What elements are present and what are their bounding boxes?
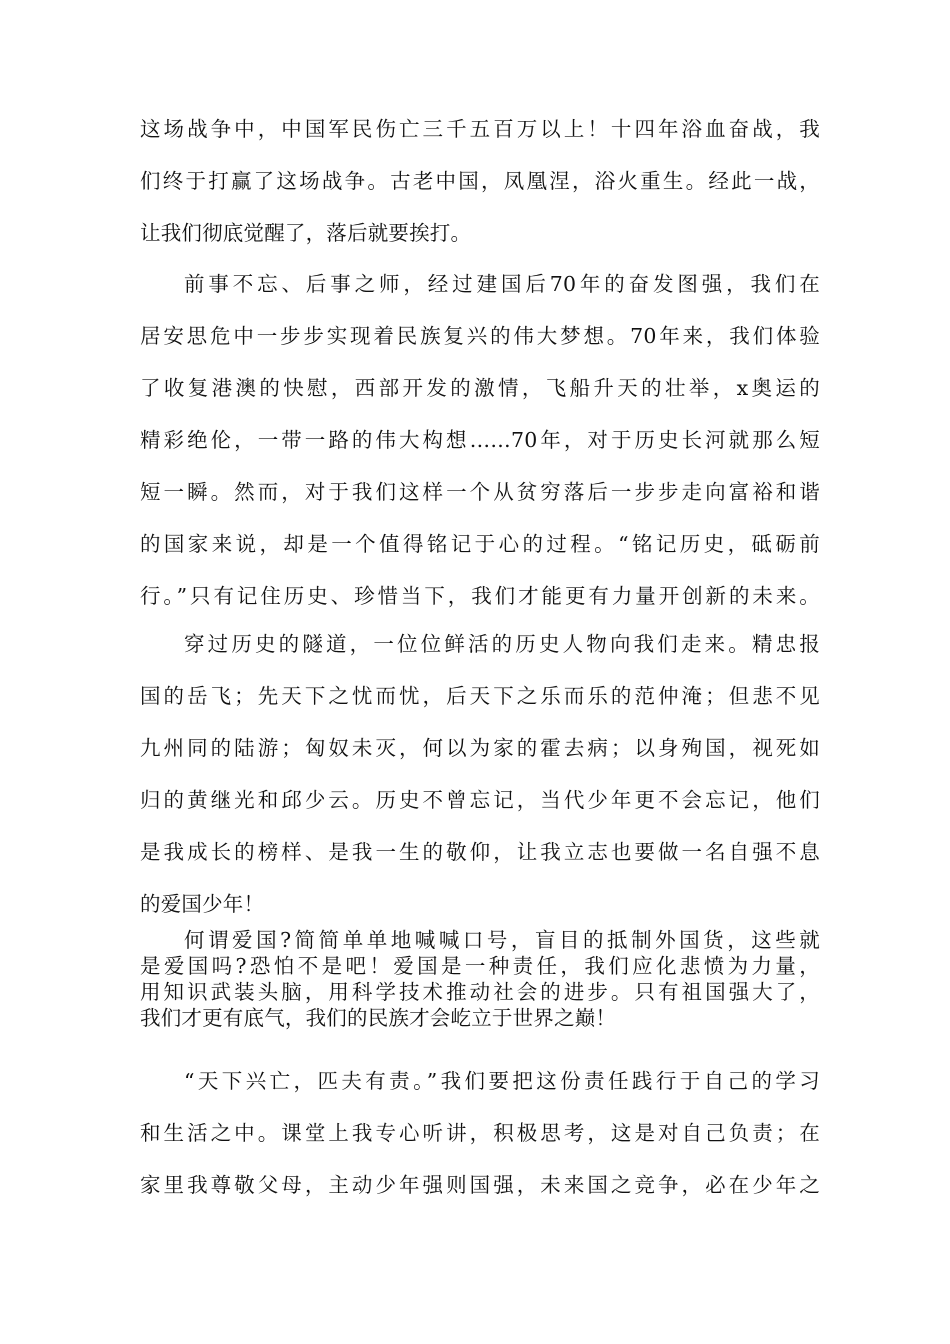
- paragraph-4: [140, 927, 820, 1031]
- paragraph-line: 家里我尊敬父母，主动少年强则国强，未来国之竞争，必在少年之: [140, 1173, 820, 1197]
- paragraph-line: 国的岳飞；先天下之忧而忧，后天下之乐而乐的范仲淹；但悲不见: [140, 684, 820, 708]
- paragraph-5: [140, 1055, 820, 1211]
- paragraph-line: 和生活之中。课堂上我专心听讲，积极思考，这是对自己负责；在: [140, 1121, 820, 1145]
- paragraph-3: [140, 618, 820, 930]
- paragraph-line: 居安思危中一步步实现着民族复兴的伟大梦想。70年来，我们体验: [140, 324, 820, 348]
- paragraph-line: “天下兴亡，匹夫有责。”我们要把这份责任践行于自己的学习: [184, 1069, 820, 1093]
- paragraph-line: 让我们彻底觉醒了，落后就要挨打。: [140, 221, 472, 245]
- paragraph-1: [140, 103, 820, 259]
- paragraph-line: 是我成长的榜样、是我一生的敬仰，让我立志也要做一名自强不息: [140, 840, 820, 864]
- paragraph-line: 九州同的陆游；匈奴未灭，何以为家的霍去病；以身殉国，视死如: [140, 736, 820, 760]
- paragraph-line: 穿过历史的隧道，一位位鲜活的历史人物向我们走来。精忠报: [184, 632, 820, 656]
- paragraph-line: 归的黄继光和邱少云。历史不曾忘记，当代少年更不会忘记，他们: [140, 788, 820, 812]
- paragraph-line: 何谓爱国?简简单单地喊喊口号，盲目的抵制外国货，这些就: [184, 928, 820, 952]
- paragraph-line: 短一瞬。然而，对于我们这样一个从贫穷落后一步步走向富裕和谐: [140, 480, 820, 504]
- paragraph-line: 的爱国少年！: [140, 892, 265, 916]
- paragraph-line: 们终于打赢了这场战争。古老中国，凤凰涅，浴火重生。经此一战，: [140, 169, 820, 193]
- paragraph-line: 行。”只有记住历史、珍惜当下，我们才能更有力量开创新的未来。: [140, 584, 820, 608]
- paragraph-line: 精彩绝伦，一带一路的伟大构想……70年，对于历史长河就那么短: [140, 428, 820, 452]
- paragraph-line: 用知识武装头脑，用科学技术推动社会的进步。只有祖国强大了，: [140, 980, 820, 1004]
- paragraph-line: 是爱国吗?恐怕不是吧！爱国是一种责任，我们应化悲愤为力量，: [140, 954, 820, 978]
- paragraph-line: 的国家来说，却是一个值得铭记于心的过程。“铭记历史，砥砺前: [140, 532, 820, 556]
- paragraph-2: [140, 258, 820, 622]
- paragraph-line: 我们才更有底气，我们的民族才会屹立于世界之巅！: [140, 1006, 617, 1030]
- paragraph-line: 了收复港澳的快慰，西部开发的激情，飞船升天的壮举，x奥运的: [140, 376, 820, 400]
- paragraph-line: 前事不忘、后事之师，经过建国后70年的奋发图强，我们在: [184, 272, 820, 296]
- paragraph-line: 这场战争中，中国军民伤亡三千五百万以上！十四年浴血奋战，我: [140, 117, 820, 141]
